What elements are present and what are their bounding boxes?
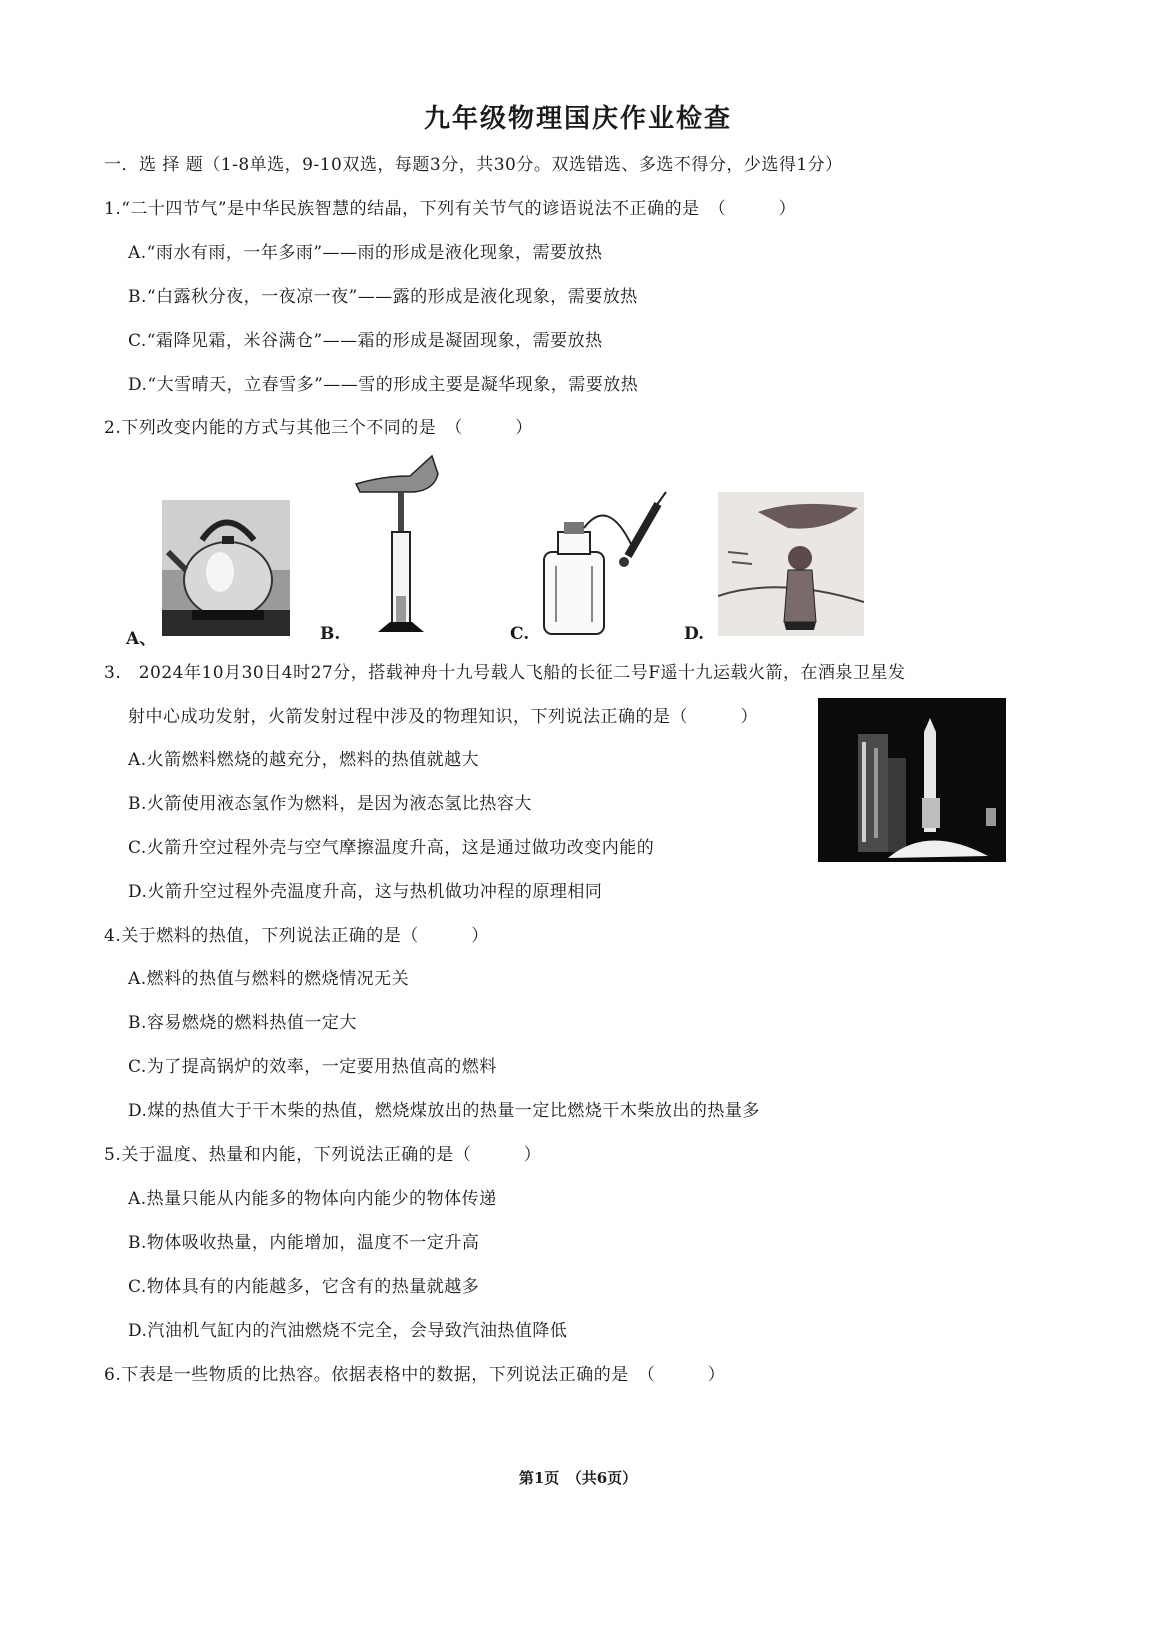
- question-1-option-d: D.“大雪晴天，立春雪多”——雪的形成主要是凝华现象，需要放热: [128, 375, 639, 395]
- question-5-option-d: D.汽油机气缸内的汽油燃烧不完全，会导致汽油热值降低: [128, 1321, 568, 1341]
- question-5-option-c: C.物体具有的内能越多，它含有的热量就越多: [128, 1277, 480, 1297]
- question-5-stem: 5.关于温度、热量和内能，下列说法正确的是（ ）: [104, 1145, 542, 1165]
- section-heading: 一．选 择 题（1-8单选，9-10双选，每题3分，共30分。双选错选、多选不得分，少选得1分）: [104, 155, 843, 175]
- question-3-option-a: A.火箭燃料燃烧的越充分，燃料的热值就越大: [128, 750, 480, 770]
- question-6-stem: 6.下表是一些物质的比热容。依据表格中的数据，下列说法正确的是 （ ）: [104, 1365, 726, 1385]
- question-3-option-d: D.火箭升空过程外壳温度升高，这与热机做功冲程的原理相同: [128, 882, 603, 902]
- question-4-option-d: D.煤的热值大于干木柴的热值，燃烧煤放出的热量一定比燃烧干木柴放出的热量多: [128, 1101, 760, 1121]
- question-3-stem-line2: 射中心成功发射，火箭发射过程中涉及的物理知识，下列说法正确的是（ ）: [128, 707, 758, 727]
- question-1-option-c: C.“霜降见霜，米谷满仓”——霜的形成是凝固现象，需要放热: [128, 331, 603, 351]
- question-3-option-c: C.火箭升空过程外壳与空气摩擦温度升高，这是通过做功改变内能的: [128, 838, 655, 858]
- kettle-photo: [162, 500, 290, 636]
- question-2-stem: 2.下列改变内能的方式与其他三个不同的是 （ ）: [104, 418, 533, 438]
- image-label-b: B.: [320, 624, 341, 644]
- question-1-option-a: A.“雨水有雨，一年多雨”——雨的形成是液化现象，需要放热: [128, 243, 603, 263]
- question-4-option-c: C.为了提高锅炉的效率，一定要用热值高的燃料: [128, 1057, 497, 1077]
- image-label-c: C.: [510, 624, 530, 644]
- image-label-d: D.: [684, 624, 705, 644]
- question-3-option-b: B.火箭使用液态氢作为燃料，是因为液态氢比热容大: [128, 794, 532, 814]
- page-footer: 第1页 （共6页）: [518, 1469, 638, 1487]
- question-1-stem: 1.“二十四节气”是中华民族智慧的结晶，下列有关节气的谚语说法不正确的是 （ ）: [104, 199, 797, 219]
- page-title: 九年级物理国庆作业检查: [423, 104, 732, 134]
- question-3-stem-line1: 3. 2024年10月30日4时27分，搭载神舟十九号载人飞船的长征二号F遥十九运载火箭，在酒泉卫星发: [104, 663, 906, 683]
- question-4-stem: 4.关于燃料的热值，下列说法正确的是（ ）: [104, 926, 489, 946]
- bottle-spray-drawing: [538, 486, 678, 638]
- rocket-launch-photo: [818, 698, 1006, 862]
- air-pump-drawing: [352, 446, 442, 638]
- question-1-option-b: B.“白露秋分夜，一夜凉一夜”——露的形成是液化现象，需要放热: [128, 287, 638, 307]
- image-label-a: A、: [126, 629, 157, 649]
- question-5-option-a: A.热量只能从内能多的物体向内能少的物体传递: [128, 1189, 497, 1209]
- question-4-option-b: B.容易燃烧的燃料热值一定大: [128, 1013, 357, 1033]
- question-4-option-a: A.燃料的热值与燃料的燃烧情况无关: [128, 969, 410, 989]
- cold-wind-person-drawing: [718, 492, 864, 636]
- question-5-option-b: B.物体吸收热量，内能增加，温度不一定升高: [128, 1233, 480, 1253]
